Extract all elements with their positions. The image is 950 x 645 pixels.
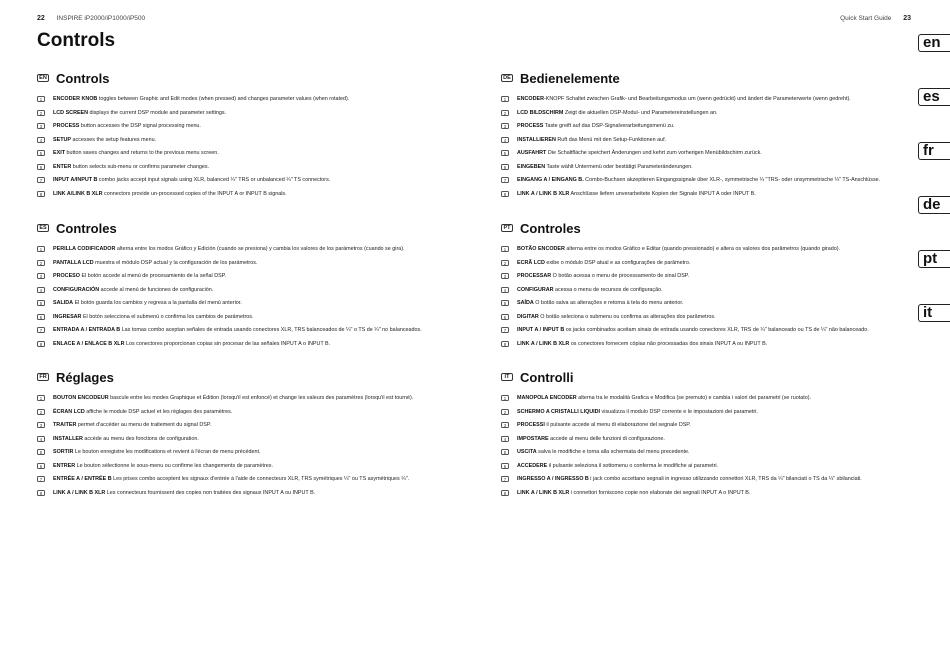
item-term: BOTÃO ENCODER [517, 246, 565, 252]
list-item [501, 489, 921, 503]
item-description: button selects sub-menu or confirms parameter changes. [71, 163, 210, 170]
language-code-badge: EN [37, 74, 49, 82]
item-description: il pulsante seleziona il sottomenu o conferma le modifiche ai parametri. [547, 462, 719, 469]
item-description: button accesses the DSP signal processing menu. [79, 123, 201, 129]
item-description: permet d'accéder au menu de traitement du signal DSP. [76, 422, 212, 428]
item-term: LINK A / LINK B XLR [517, 190, 570, 197]
item-number-badge: 5 [501, 150, 509, 156]
item-number-badge: 2 [501, 409, 509, 415]
item-number-badge: 3 [37, 123, 45, 129]
section-heading [37, 220, 457, 236]
item-description: El botón guarda los cambios y regresa a la pantalla del menú anterior. [73, 300, 242, 306]
item-term: ENCODER [517, 96, 544, 102]
item-number-badge: 6 [37, 164, 45, 170]
item-description: muestra el módulo DSP actual y la configuración de los parámetros. [93, 259, 258, 266]
list-item [501, 245, 921, 259]
section-title: Réglages [56, 369, 114, 385]
item-description: -KNOPF Schaltet zwischen Grafik- und Bearbeitungsmodus um (wenn gedrückt) und ändert die Parameterwerte (wenn gedreht). [543, 96, 851, 102]
item-number-badge: 3 [37, 273, 45, 279]
item-description: Le bouton enregistre les modifications et revient à l'écran de menu précédent. [73, 449, 261, 455]
list-item [501, 299, 921, 313]
list-item [37, 176, 457, 190]
right-header-title: Quick Start Guide [840, 15, 892, 22]
item-number-badge: 1 [37, 96, 45, 102]
section-title: Controls [56, 70, 110, 86]
item-number-badge: 6 [37, 463, 45, 469]
item-term: ENLACE A / ENLACE B XLR [53, 340, 125, 347]
item-description: salva le modifiche e torna alla schermata del menu precedente. [536, 449, 690, 455]
list-item [37, 109, 457, 123]
list-item [37, 163, 457, 177]
item-description: os conectores fornecem cópias não processadas dos sinais INPUT A ou INPUT B. [569, 340, 768, 347]
list-item [501, 286, 921, 300]
section-title: Controlli [520, 369, 574, 385]
list-item [501, 408, 921, 422]
section-heading [501, 220, 921, 236]
item-description: Combo-Buchsen akzeptieren Eingangssignale über XLR-, symmetrische ¼ "TRS- oder unsymmetrische ¼" TS-Anschlüsse. [583, 177, 881, 183]
item-description: Les prises combo acceptent les signaux d'entrée à l'aide de connecteurs XLR, TRS symétriques ¼" ou TS asymétriques ¼". [111, 476, 410, 482]
item-description: Los conectores proporcionan copias sin procesar de las señales INPUT A o INPUT B. [124, 340, 331, 347]
list-item [37, 122, 457, 136]
item-description: bascule entre les modes Graphique et Édition (lorsqu'il est enfoncé) et change les valeurs des paramètres (lorsqu'il est tourné). [108, 395, 414, 401]
item-term: ÉCRAN LCD [53, 408, 85, 415]
control-list [501, 95, 921, 203]
item-number-badge: 6 [501, 463, 509, 469]
item-number-badge: 8 [501, 490, 509, 496]
item-term: LINK A / LINK B XLR [53, 489, 106, 496]
item-description: alterna entre os modos Gráfico e Editar (quando pressionado) e altera os valores dos parâmetros (quando girado). [564, 246, 840, 252]
item-term: ENTRADA A / ENTRADA B [53, 327, 121, 333]
control-list [37, 245, 457, 353]
item-description: affiche le module DSP actuel et les réglages des paramètres. [84, 408, 233, 415]
section-title: Bedienelemente [520, 70, 620, 86]
item-description: El botón accede al menú de procesamiento de la señal DSP. [79, 273, 227, 279]
left-header-title: INSPIRE iP2000/iP1000/iP500 [56, 15, 146, 22]
item-description: il pulsante accede al menu di elaborazione del segnale DSP. [544, 422, 691, 428]
section-fr [37, 369, 457, 502]
tab-fr[interactable]: fr [918, 142, 950, 160]
item-description: connectors provide un-processed copies of the INPUT A or INPUT B signals. [102, 190, 287, 197]
item-number-badge: 8 [501, 341, 509, 347]
section-heading [37, 369, 457, 385]
item-term: IMPOSTARE [517, 435, 549, 442]
section-title: Controles [56, 220, 117, 236]
item-term: EXIT [53, 150, 65, 156]
item-description: O botão acessa o menu de processamento de sinal DSP. [551, 273, 690, 279]
list-item [501, 340, 921, 354]
item-term: EINGEBEN [517, 163, 546, 170]
item-number-badge: 4 [37, 287, 45, 293]
item-term: AUSFAHRT [517, 150, 547, 156]
item-description: accesses the setup features menu. [70, 136, 157, 143]
item-description: i connettori forniscono copie non elaborate dei segnali INPUT A o INPUT B. [569, 489, 751, 496]
item-number-badge: 4 [501, 436, 509, 442]
item-term: PERILLA CODIFICADOR [53, 246, 116, 252]
section-es [37, 220, 457, 353]
control-list [37, 394, 457, 502]
item-description: accede al menu delle funzioni di configurazione. [548, 435, 665, 442]
item-term: TRAITER [53, 422, 77, 428]
left-page-number: 22 [37, 15, 45, 22]
item-description: alterna entre los modos Gráfico y Edición (cuando se presiona) y cambia los valores de los parámetros (cuando se gira). [115, 246, 405, 252]
item-term: MANOPOLA ENCODER [517, 395, 577, 401]
section-title: Controles [520, 220, 581, 236]
item-number-badge: 5 [37, 449, 45, 455]
language-code-badge: IT [501, 373, 513, 381]
list-item [501, 394, 921, 408]
item-description: i jack combo accettano segnali in ingresso utilizzando connettori XLR, TRS da ¼" bilanciati o TS da ¼" sbilanciati. [588, 476, 862, 482]
item-term: EINGANG A / EINGANG B. [517, 177, 584, 183]
language-code-badge: FR [37, 373, 49, 381]
item-term: LINK A/LINK B XLR [53, 190, 103, 197]
item-number-badge: 6 [37, 314, 45, 320]
item-description: Zeigt die aktuellen DSP-Modul- und Parametereinstellungen an. [563, 109, 718, 116]
item-number-badge: 3 [501, 273, 509, 279]
item-term: CONFIGURACIÓN [53, 286, 100, 293]
list-item [501, 462, 921, 476]
item-number-badge: 5 [37, 300, 45, 306]
list-item [37, 462, 457, 476]
left-page-header [37, 15, 145, 22]
item-description: accède au menu des fonctions de configuration. [82, 435, 199, 442]
item-description: Las tomas combo aceptan señales de entrada usando conectores XLR, TRS balanceados de ¼" o TS de ¼" no balanceados. [120, 327, 422, 333]
item-term: SALIDA [53, 300, 74, 306]
item-term: ECRÃ LCD [517, 259, 545, 266]
item-term: INGRESSO A / INGRESSO B [517, 476, 589, 482]
item-description: Anschlüsse liefern unverarbeitete Kopien der Signale INPUT A oder INPUT B. [569, 190, 756, 197]
list-item [501, 326, 921, 340]
item-number-badge: 5 [501, 300, 509, 306]
language-code-badge: DE [501, 74, 513, 82]
list-item [37, 286, 457, 300]
item-term: SAÍDA [517, 300, 534, 306]
tab-de[interactable]: de [918, 196, 950, 214]
list-item [37, 259, 457, 273]
item-term: PANTALLA LCD [53, 259, 94, 266]
item-number-badge: 5 [37, 150, 45, 156]
section-heading [501, 369, 921, 385]
item-term: PROCESSI [517, 422, 545, 428]
item-number-badge: 3 [501, 123, 509, 129]
list-item [501, 176, 921, 190]
list-item [501, 259, 921, 273]
item-term: LCD BILDSCHIRM [517, 109, 564, 116]
list-item [37, 245, 457, 259]
item-number-badge: 2 [37, 260, 45, 266]
list-item [501, 136, 921, 150]
item-description: visualizza il modulo DSP corrente e le impostazioni dei parametri. [600, 408, 758, 415]
list-item [37, 421, 457, 435]
item-number-badge: 6 [501, 314, 509, 320]
item-number-badge: 2 [37, 110, 45, 116]
item-number-badge: 7 [37, 177, 45, 183]
item-term: DIGITAR [517, 313, 539, 320]
control-list [37, 95, 457, 203]
item-term: INGRESAR [53, 313, 82, 320]
language-code-badge: PT [501, 224, 513, 232]
item-term: PROCESS [517, 123, 544, 129]
item-number-badge: 6 [501, 164, 509, 170]
item-number-badge: 4 [501, 137, 509, 143]
item-number-badge: 7 [501, 476, 509, 482]
section-en [37, 70, 457, 203]
right-page-number: 23 [903, 15, 911, 22]
list-item [501, 448, 921, 462]
item-term: PROCESO [53, 273, 80, 279]
item-description: toggles between Graphic and Edit modes (when pressed) and changes parameter values (when rotated). [97, 96, 350, 102]
list-item [37, 190, 457, 204]
language-code-badge: ES [37, 224, 49, 232]
list-item [37, 272, 457, 286]
item-term: BOUTON ENCODEUR [53, 395, 109, 401]
item-term: INSTALLER [53, 435, 83, 442]
list-item [501, 122, 921, 136]
item-number-badge: 7 [37, 327, 45, 333]
list-item [37, 136, 457, 150]
item-term: LCD SCREEN [53, 109, 89, 116]
list-item [501, 421, 921, 435]
item-description: acessa o menu de recursos de configuração. [553, 286, 663, 293]
item-number-badge: 8 [37, 341, 45, 347]
item-term: LINK A / LINK B XLR [517, 340, 570, 347]
item-term: SETUP [53, 136, 71, 143]
item-term: PROCESSAR [517, 273, 552, 279]
item-description: exibe o módulo DSP atual e as configurações de parâmetro. [544, 259, 691, 266]
list-item [37, 149, 457, 163]
section-pt [501, 220, 921, 353]
section-it [501, 369, 921, 502]
list-item [501, 163, 921, 177]
item-term: ENCODER KNOB [53, 96, 98, 102]
item-description: O botão seleciona o submenu ou confirma as alterações dos parâmetros. [538, 313, 716, 320]
item-description: Les connecteurs fournissent des copies non traitées des signaux INPUT A ou INPUT B. [105, 489, 316, 496]
item-number-badge: 3 [501, 422, 509, 428]
item-description: Taste greift auf das DSP-Signalverarbeitungsmenü zu. [543, 123, 675, 129]
item-term: INSTALLIEREN [517, 136, 556, 143]
item-number-badge: 2 [501, 260, 509, 266]
list-item [501, 475, 921, 489]
item-term: PROCESS [53, 123, 80, 129]
item-number-badge: 4 [37, 436, 45, 442]
list-item [37, 340, 457, 354]
list-item [37, 95, 457, 109]
item-number-badge: 7 [37, 476, 45, 482]
item-description: Die Schaltfläche speichert Änderungen und kehrt zum vorherigen Menübildschirm zurück. [546, 150, 762, 156]
item-description: Ruft das Menü mit den Setup-Funktionen auf. [555, 136, 667, 143]
section-heading [501, 70, 921, 86]
page-title: Controls [37, 30, 116, 51]
item-number-badge: 7 [501, 327, 509, 333]
list-item [501, 95, 921, 109]
item-description: accede al menú de funciones de configuración. [99, 286, 214, 293]
list-item [501, 149, 921, 163]
item-number-badge: 4 [501, 287, 509, 293]
section-de [501, 70, 921, 203]
item-term: INPUT A / INPUT B [517, 327, 565, 333]
item-description: button saves changes and returns to the previous menu screen. [64, 150, 219, 156]
item-description: combo jacks accept input signals using XLR, balanced ¼" TRS or unbalanced ¼" TS connectors. [97, 177, 331, 183]
item-number-badge: 1 [37, 246, 45, 252]
item-term: ACCEDERE [517, 462, 548, 469]
item-number-badge: 1 [501, 96, 509, 102]
list-item [37, 394, 457, 408]
item-number-badge: 1 [501, 246, 509, 252]
item-number-badge: 2 [37, 409, 45, 415]
item-description: Le bouton sélectionne le sous-menu ou confirme les changements de paramètres. [75, 462, 273, 469]
item-term: ENTRÉE A / ENTRÉE B [53, 476, 112, 482]
list-item [37, 313, 457, 327]
item-number-badge: 8 [37, 490, 45, 496]
list-item [501, 190, 921, 204]
list-item [37, 299, 457, 313]
item-term: SCHERMO A CRISTALLI LIQUIDI [517, 408, 601, 415]
tab-it[interactable]: it [918, 304, 950, 322]
item-term: USCITA [517, 449, 537, 455]
item-description: El botón selecciona el submenú o confirma los cambios de parámetros. [81, 313, 254, 320]
item-term: CONFIGURAR [517, 286, 554, 293]
item-term: LINK A / LINK B XLR [517, 489, 570, 496]
list-item [37, 435, 457, 449]
item-description: displays the current DSP module and parameter settings. [88, 109, 227, 116]
list-item [501, 435, 921, 449]
item-number-badge: 5 [501, 449, 509, 455]
list-item [37, 448, 457, 462]
section-heading [37, 70, 457, 86]
list-item [501, 272, 921, 286]
item-term: SORTIR [53, 449, 74, 455]
list-item [501, 313, 921, 327]
list-item [37, 475, 457, 489]
item-description: O botão salva as alterações e retorna à tela do menu anterior. [533, 300, 684, 306]
tab-es[interactable]: es [918, 88, 950, 106]
control-list [501, 245, 921, 353]
list-item [37, 326, 457, 340]
item-number-badge: 8 [501, 191, 509, 197]
item-number-badge: 1 [501, 395, 509, 401]
item-number-badge: 8 [37, 191, 45, 197]
tab-en[interactable]: en [918, 34, 950, 52]
control-list [501, 394, 921, 502]
item-number-badge: 7 [501, 177, 509, 183]
item-description: alterna tra le modalità Grafica e Modifica (se premuto) e cambia i valori dei parametri (se ruotato). [576, 395, 811, 401]
item-number-badge: 4 [37, 137, 45, 143]
item-description: Taste wählt Untermenü oder bestätigt Parameteränderungen. [545, 163, 693, 170]
item-term: ENTER [53, 163, 72, 170]
right-page-header [840, 15, 911, 22]
item-number-badge: 3 [37, 422, 45, 428]
list-item [37, 408, 457, 422]
item-description: os jacks combinados aceitam sinais de entrada usando conectores XLR, TRS de ¼" balanceado ou TS de ¼" não balanceado. [564, 327, 869, 333]
item-number-badge: 2 [501, 110, 509, 116]
item-term: ENTRER [53, 462, 76, 469]
tab-pt[interactable]: pt [918, 250, 950, 268]
list-item [37, 489, 457, 503]
item-term: INPUT A/INPUT B [53, 177, 98, 183]
list-item [501, 109, 921, 123]
item-number-badge: 1 [37, 395, 45, 401]
